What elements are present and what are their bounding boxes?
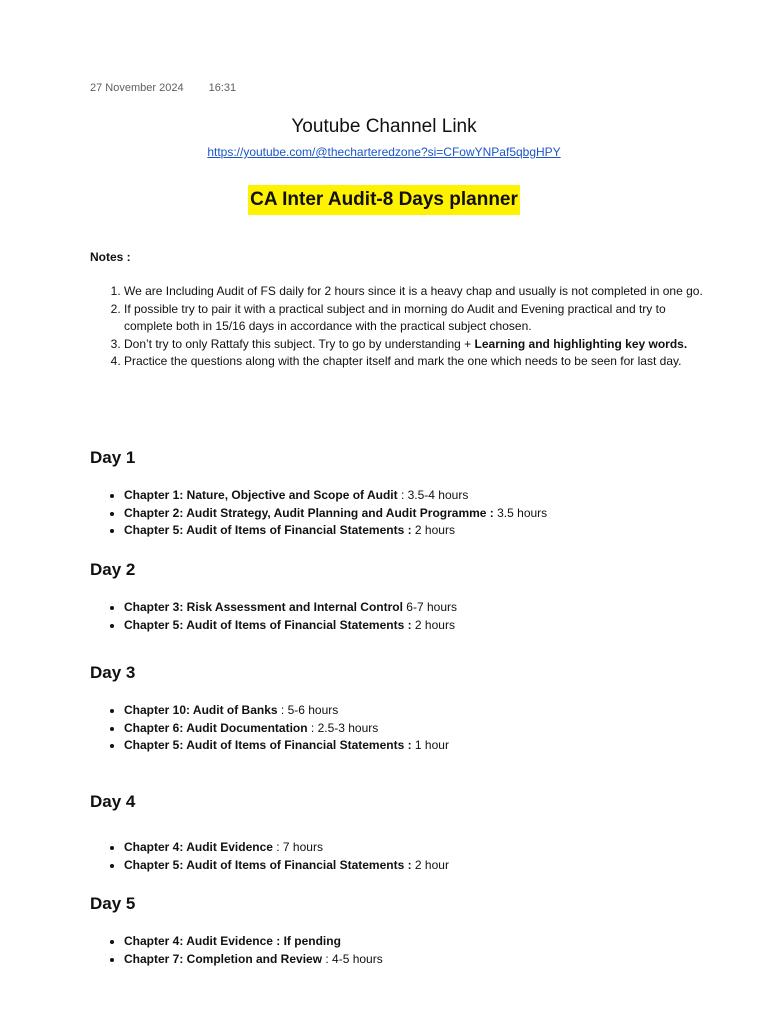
chapter-duration: 2 hours: [411, 617, 455, 632]
chapter-duration: : 7 hours: [272, 840, 323, 854]
chapter-title: Chapter 10: Audit of Banks: [124, 703, 278, 717]
chapter-duration: 1 hour: [411, 738, 449, 753]
chapter-item: [124, 933, 744, 951]
chapter-duration: : 2.5-3 hours: [307, 720, 379, 735]
note-text: Practice the questions along with the chapter itself and mark the one which needs to be seen for last day.: [124, 354, 682, 368]
note-date: 27 November 2024: [90, 82, 184, 94]
note-item: [124, 301, 714, 336]
chapter-item: [124, 720, 744, 738]
chapter-item: [124, 951, 744, 969]
chapter-item: [124, 505, 744, 523]
notes-list: [90, 283, 714, 371]
chapter-item: [124, 857, 744, 875]
chapter-title: Chapter 1: Nature, Objective and Scope of Audit: [124, 488, 398, 502]
note-bold-text: Learning and highlighting key words.: [474, 336, 688, 351]
day-1-heading: Day 1: [90, 448, 136, 467]
day-4-heading: Day 4: [90, 792, 136, 811]
note-item: [124, 283, 714, 301]
note-time: 16:31: [208, 82, 237, 94]
chapter-duration: : 4-5 hours: [322, 951, 383, 966]
headline-wrapper: [0, 185, 768, 215]
note-item: [124, 353, 714, 371]
day-4-chapter-list: [90, 839, 744, 874]
chapter-title: Chapter 6: Audit Documentation: [124, 720, 308, 735]
chapter-duration: : 3.5-4 hours: [397, 488, 469, 502]
chapter-title: Chapter 5: Audit of Items of Financial Statements :: [124, 617, 412, 632]
chapter-duration: 3.5 hours: [493, 505, 548, 520]
day-2-chapter-list: [90, 599, 744, 634]
page-title: Youtube Channel Link: [291, 116, 477, 137]
chapter-title: Chapter 5: Audit of Items of Financial Statements :: [124, 738, 412, 753]
chapter-title: Chapter 3: Risk Assessment and Internal Control: [124, 600, 403, 614]
chapter-item: [124, 487, 744, 505]
chapter-title: Chapter 2: Audit Strategy, Audit Planning and Audit Programme :: [124, 505, 494, 520]
note-timestamp: [90, 82, 236, 94]
notes-label: Notes :: [90, 250, 131, 264]
chapter-item: [124, 599, 744, 617]
chapter-duration: 6-7 hours: [402, 600, 457, 614]
day-5-chapter-list: [90, 933, 744, 968]
day-1-chapter-list: [90, 487, 744, 540]
note-text: We are Including Audit of FS daily for 2 hours since it is a heavy chap and usually is not completed in one go.: [124, 284, 703, 298]
chapter-duration: : 5-6 hours: [277, 703, 339, 717]
youtube-channel-link[interactable]: https://youtube.com/@thecharteredzone?si=CFowYNPaf5qbgHPY: [207, 145, 561, 159]
chapter-item: [124, 839, 744, 857]
day-2-heading: Day 2: [90, 560, 136, 579]
chapter-duration: 2 hour: [411, 857, 449, 872]
chapter-title: Chapter 4: Audit Evidence: [124, 840, 273, 854]
chapter-item: [124, 522, 744, 540]
chapter-title: Chapter 7: Completion and Review: [124, 951, 323, 966]
chapter-item: [124, 702, 744, 720]
note-text: If possible try to pair it with a practical subject and in morning do Audit and Evening practical and try to complete both in 15/16 days in accordance with the practical subject chosen.: [124, 301, 666, 333]
note-item: [124, 336, 714, 354]
day-3-chapter-list: [90, 702, 744, 755]
planner-headline: CA Inter Audit-8 Days planner: [248, 185, 520, 215]
note-text: Don’t try to only Rattafy this subject. Try to go by understanding +: [124, 336, 475, 351]
chapter-title: Chapter 4: Audit Evidence : If pending: [124, 934, 341, 948]
day-3-heading: Day 3: [90, 663, 136, 682]
chapter-title: Chapter 5: Audit of Items of Financial Statements :: [124, 857, 412, 872]
chapter-item: [124, 737, 744, 755]
day-5-heading: Day 5: [90, 894, 136, 913]
chapter-item: [124, 617, 744, 635]
chapter-duration: 2 hours: [411, 523, 455, 538]
chapter-title: Chapter 5: Audit of Items of Financial Statements :: [124, 523, 412, 538]
